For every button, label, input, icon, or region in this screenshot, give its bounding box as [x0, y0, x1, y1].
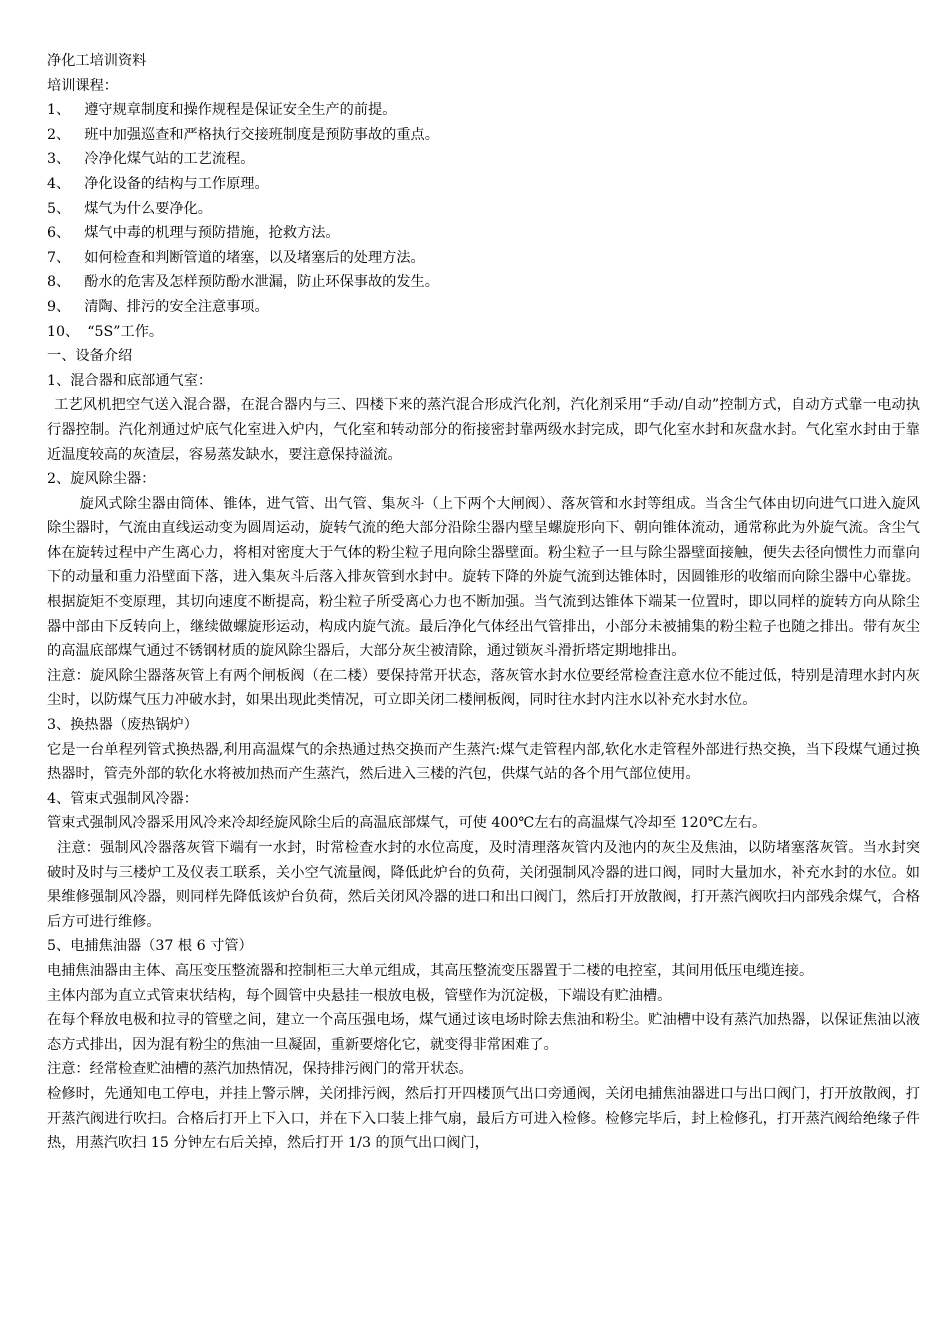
course-number: 7、 [47, 249, 71, 266]
course-text: 净化设备的结构与工作原理。 [84, 175, 269, 192]
course-item [47, 197, 920, 222]
subsection-heading: 3、换热器（废热锅炉） [47, 717, 198, 734]
course-item [47, 147, 920, 172]
paragraph: 它是一台单程列管式换热器,利用高温煤气的余热通过热交换而产生蒸汽:煤气走管程内部,软化水走管程外部进行热交换，当下段煤气通过换热器时，管壳外部的软化水将被加热而产生蒸汽，然后进入三楼的汽包，供煤气站的各个用气部位使用。 [47, 741, 920, 783]
courses-label: 培训课程： [47, 77, 118, 94]
course-text: 煤气为什么要净化。 [84, 200, 212, 217]
course-text: 煤气中毒的机理与预防措施，抢救方法。 [84, 225, 340, 242]
course-item [47, 123, 920, 148]
course-item [47, 172, 920, 197]
course-number: 9、 [47, 298, 71, 315]
course-text: 酚水的危害及怎样预防酚水泄漏，防止环保事故的发生。 [84, 274, 439, 291]
course-item [47, 246, 920, 271]
course-number: 5、 [47, 200, 71, 217]
paragraph: 检修时，先通知电工停电，并挂上警示牌，关闭排污阀，然后打开四楼顶气出口旁通阀，关闭电捕焦油器进口与出口阀门，打开放散阀，打开蒸汽阀进行吹扫。合格后打开上下入口，并在下入口装上排气扇，最后方可进入检修。检修完毕后，封上检修孔，打开蒸汽阀给绝缘子件热，用蒸汽吹扫 15 分钟左右后关掉，然后打开 1/3 的顶气出口阀门， [47, 1085, 920, 1152]
doc-title: 净化工培训资料 [47, 53, 147, 69]
course-text: 班中加强巡查和严格执行交接班制度是预防事故的重点。 [84, 126, 439, 143]
course-item [47, 98, 920, 123]
section-heading: 一、设备介绍 [47, 348, 133, 365]
course-number: 1、 [47, 102, 71, 119]
course-item [47, 221, 920, 246]
note-paragraph: 注意：经常检查贮油槽的蒸汽加热情况，保持排污阀门的常开状态。 [47, 1061, 473, 1078]
subsection-heading: 5、电捕焦油器（37 根 6 寸管） [47, 938, 253, 955]
course-number: 3、 [47, 151, 71, 168]
course-number: 8、 [47, 274, 71, 291]
note-paragraph: 注意：旋风除尘器落灰管上有两个闸板阀（在二楼）要保持常开状态，落灰管水封水位要经常检查注意水位不能过低，特别是清理水封内灰尘时，以防煤气压力冲破水封，如果出现此类情况，可立即关闭二楼闸板阀，同时往水封内注水以补充水封水位。 [47, 667, 920, 709]
paragraph: 旋风式除尘器由筒体、锥体，进气管、出气管、集灰斗（上下两个大闸阀）、落灰管和水封等组成。当含尘气体由切向进气口进入旋风除尘器时，气流由直线运动变为圆周运动，旋转气流的绝大部分沿除尘器内壁呈螺旋形向下、朝向锥体流动，通常称此为外旋气流。含尘气体在旋转过程中产生离心力，将相对密度大于气体的粉尘粒子甩向除尘器壁面。粉尘粒子一旦与除尘器壁面接触，便失去径向惯性力而靠向下的动量和重力沿壁面下落，进入集灰斗后落入排灰管到水封中。旋转下降的外旋气流到达锥体时，因圆锥形的收缩而向除尘器中心靠拢。根据旋矩不变原理，其切向速度不断提高，粉尘粒子所受离心力也不断加强。当气流到达锥体下端某一位置时，即以同样的旋转方向从除尘器中部由下反转向上，继续做螺旋形运动，构成内旋气流。最后净化气体经出气管排出，小部分未被捕集的粉尘粒子也随之排出。带有灰尘的高温底部煤气通过不锈钢材质的旋风除尘器后，大部分灰尘被清除，通过锁灰斗滑折塔定期地排出。 [47, 495, 920, 660]
course-text: 冷净化煤气站的工艺流程。 [84, 151, 255, 168]
course-text: 遵守规章制度和操作规程是保证安全生产的前提。 [84, 102, 397, 119]
course-text: 清陶、排污的安全注意事项。 [84, 298, 269, 315]
course-item [47, 320, 920, 345]
course-text: “5S”工作。 [87, 323, 164, 340]
paragraph: 工艺风机把空气送入混合器，在混合器内与三、四楼下来的蒸汽混合形成汽化剂，汽化剂采用“手动/自动”控制方式，自动方式靠一电动执行器控制。汽化剂通过炉底气化室进入炉内，气化室和转动部分的衔接密封靠两级水封完成，即气化室水封和灰盘水封。气化室水封由于靠近温度较高的灰渣层，容易蒸发缺水，要注意保持溢流。 [47, 397, 920, 463]
note-paragraph: 注意：强制风冷器落灰管下端有一水封，时常检查水封的水位高度，及时清理落灰管内及池内的灰尘及焦油，以防堵塞落灰管。当水封突破时及时与三楼炉工及仪表工联系，关小空气流量阀，降低此炉台的负荷，关闭强制风冷器的进口阀，同时大量加水，补充水封的水位。如果维修强制风冷器，则同样先降低该炉台负荷，然后关闭风冷器的进口和出口阀门，然后打开放散阀，打开蒸汽阀吹扫内部残余煤气，合格后方可进行维修。 [47, 840, 920, 930]
course-item [47, 270, 920, 295]
course-number: 10、 [47, 323, 80, 340]
course-number: 2、 [47, 126, 71, 143]
paragraph: 在每个释放电极和拉寻的管壁之间，建立一个高压强电场，煤气通过该电场时除去焦油和粉尘。贮油槽中设有蒸汽加热器，以保证焦油以液态方式排出，因为混有粉尘的焦油一旦凝固，重新要熔化它，就变得非常困难了。 [47, 1012, 920, 1053]
paragraph: 主体内部为直立式管束状结构，每个圆管中央悬挂一根放电极，管壁作为沉淀极，下端设有贮油槽。 [47, 987, 672, 1004]
subsection-heading: 1、混合器和底部通气室： [47, 372, 213, 389]
course-item [47, 295, 920, 320]
paragraph: 电捕焦油器由主体、高压变压整流器和控制柜三大单元组成，其高压整流变压器置于二楼的电控室，其间用低压电缆连接。 [47, 962, 814, 979]
course-text: 如何检查和判断管道的堵塞，以及堵塞后的处理方法。 [84, 249, 425, 266]
subsection-heading: 2、旋风除尘器： [47, 471, 156, 488]
subsection-heading: 4、管束式强制风冷器： [47, 790, 198, 807]
paragraph: 管束式强制风冷器采用风冷来冷却经旋风除尘后的高温底部煤气，可使 400℃左右的高温煤气冷却至 120℃左右。 [47, 815, 767, 832]
course-number: 4、 [47, 175, 71, 192]
course-number: 6、 [47, 225, 71, 242]
